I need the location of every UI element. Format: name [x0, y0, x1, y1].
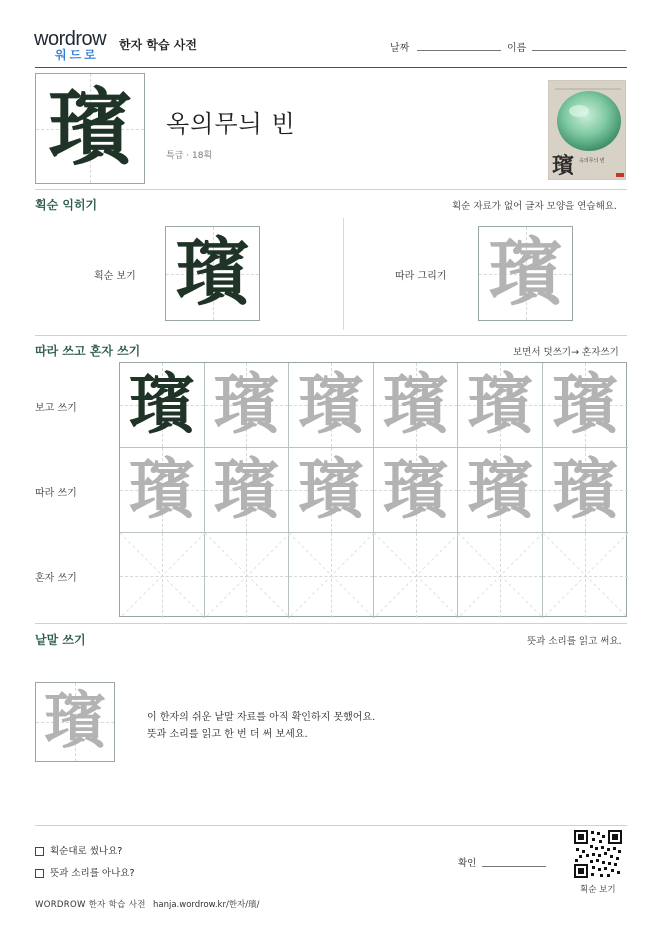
practice-cell-trace[interactable]: [543, 363, 628, 448]
row-label-view: 보고 쓰기: [35, 403, 77, 414]
header-divider: [35, 67, 627, 68]
grade-strokes: 특급 · 18획: [166, 151, 213, 161]
section-divider: [35, 335, 627, 336]
practice-cell-trace[interactable]: [289, 448, 374, 533]
date-blank: [417, 50, 501, 51]
word-character-box: [35, 682, 115, 762]
trace-character: 璸: [488, 230, 563, 316]
thumbnail-tag: [616, 173, 624, 177]
practice-cell-trace[interactable]: [458, 448, 543, 533]
practice-cell-trace[interactable]: [120, 448, 205, 533]
word-section-note: 뜻과 소리를 읽고 써요.: [527, 636, 622, 647]
trace-box[interactable]: [478, 226, 573, 321]
trace-character: 璸: [552, 365, 619, 443]
guide-line: [246, 533, 247, 618]
practice-section-note: 보면서 덧쓰기→ 혼자쓰기: [513, 347, 619, 358]
trace-character: 璸: [213, 365, 280, 443]
trace-character: 璸: [128, 450, 195, 528]
thumbnail-character: 璸: [552, 153, 575, 179]
practice-cell-model: [120, 363, 205, 448]
trace-character: 璸: [382, 365, 449, 443]
check-meaning-sound[interactable]: [35, 865, 135, 879]
practice-cell-trace[interactable]: [289, 363, 374, 448]
word-character: 璸: [43, 684, 106, 757]
practice-cell-trace[interactable]: [458, 363, 543, 448]
thumbnail-caption: 옥의무늬 빈: [579, 158, 605, 164]
practice-cell-blank[interactable]: [543, 533, 628, 618]
footer-divider: [35, 825, 627, 826]
stroke-view-label: 획순 보기: [94, 271, 136, 282]
trace-character: 璸: [297, 365, 364, 443]
guide-line: [331, 533, 332, 618]
trace-character: 璸: [213, 450, 280, 528]
trace-character: 璸: [382, 450, 449, 528]
footer-url[interactable]: hanja.wordrow.kr/한자/璸/: [153, 900, 260, 910]
guide-line: [585, 533, 586, 618]
practice-cell-blank[interactable]: [458, 533, 543, 618]
practice-cell-trace[interactable]: [205, 363, 290, 448]
practice-cell-trace[interactable]: [543, 448, 628, 533]
column-divider: [343, 218, 344, 330]
practice-cell-blank[interactable]: [374, 533, 459, 618]
logo-wordmark: wordrow: [34, 28, 107, 50]
trace-label: 따라 그리기: [395, 271, 447, 282]
stroke-view-box: [165, 226, 260, 321]
practice-cell-blank[interactable]: [205, 533, 290, 618]
main-character: 璸: [47, 78, 132, 177]
word-section-title: 낱말 쓰기: [35, 633, 86, 647]
name-label: 이름: [507, 43, 527, 54]
word-message-line1: 이 한자의 쉬운 낱말 자료를 아직 확인하지 못했어요.: [147, 712, 376, 723]
jade-thumbnail: [548, 80, 626, 180]
section-divider: [35, 189, 627, 190]
check-stroke-order[interactable]: [35, 843, 122, 857]
section-divider: [35, 623, 627, 624]
stroke-section-note: 획순 자료가 없어 글자 모양을 연습해요.: [452, 201, 617, 212]
confirm-label: 확인: [458, 858, 477, 869]
practice-cell-trace[interactable]: [374, 363, 459, 448]
guide-line: [500, 533, 501, 618]
practice-cell-trace[interactable]: [374, 448, 459, 533]
header-title: 한자 학습 사전: [119, 38, 197, 52]
checkbox[interactable]: [35, 847, 44, 856]
meaning-sound: 옥의무늬 빈: [166, 110, 296, 138]
guide-line: [416, 533, 417, 618]
trace-character: 璸: [297, 450, 364, 528]
date-label: 날짜: [390, 43, 410, 54]
trace-character: 璸: [467, 365, 534, 443]
name-blank: [532, 50, 626, 51]
guide-line: [162, 533, 163, 618]
practice-cell-trace[interactable]: [205, 448, 290, 533]
model-character: 璸: [128, 365, 195, 443]
practice-cell-blank[interactable]: [289, 533, 374, 618]
stroke-section-title: 획순 익히기: [35, 198, 98, 212]
check-stroke-order-label: 획순대로 썼나요?: [50, 846, 123, 857]
main-character-box: [35, 73, 145, 184]
row-label-alone: 혼자 쓰기: [35, 573, 77, 584]
check-meaning-sound-label: 뜻과 소리를 아나요?: [50, 868, 135, 879]
practice-cell-blank[interactable]: [120, 533, 205, 618]
confirm-blank: [482, 866, 546, 867]
practice-grid: [119, 362, 627, 617]
checkbox[interactable]: [35, 869, 44, 878]
word-message-line2: 뜻과 소리를 읽고 한 번 더 써 보세요.: [147, 729, 308, 740]
practice-section-title: 따라 쓰고 혼자 쓰기: [35, 344, 141, 358]
logo-korean: 워드로: [55, 48, 99, 62]
row-label-trace: 따라 쓰기: [35, 488, 77, 499]
trace-character: 璸: [467, 450, 534, 528]
qr-label: 획순 보기: [580, 885, 616, 895]
stroke-view-character: 璸: [175, 230, 250, 316]
trace-character: 璸: [552, 450, 619, 528]
footer-brand: WORDROW 한자 학습 사전: [35, 900, 146, 910]
qr-code-icon[interactable]: [574, 830, 622, 878]
